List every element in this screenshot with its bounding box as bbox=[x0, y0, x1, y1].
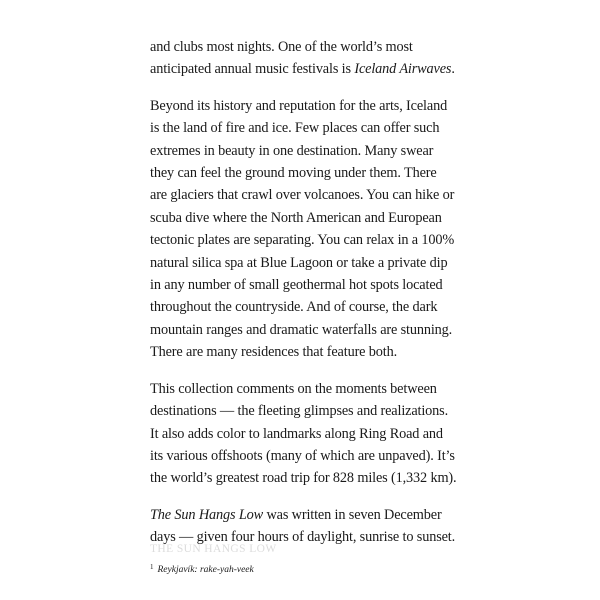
text-run: There are many residences that feature both. bbox=[150, 344, 398, 361]
text-run: scuba dive where the North American and European bbox=[150, 209, 442, 226]
paragraph bbox=[150, 378, 457, 490]
text-run: destinations — the fleeting glimpses and realizations. bbox=[150, 403, 449, 420]
text-line bbox=[150, 296, 440, 318]
text-run: tectonic plates are separating. You can relax in a 100% bbox=[150, 232, 455, 249]
italic-title: Iceland Airwaves bbox=[354, 61, 452, 78]
text-line bbox=[150, 445, 455, 467]
text-line bbox=[150, 229, 455, 251]
footnote bbox=[150, 563, 440, 575]
paragraph bbox=[150, 36, 455, 81]
text-run: days — given four hours of daylight, sunrise to sunset. bbox=[150, 529, 456, 546]
text-run: the world’s greatest road trip for 828 miles (1,332 km). bbox=[150, 470, 457, 487]
text-run: throughout the countryside. And of course, the dark bbox=[150, 299, 438, 316]
body-text bbox=[150, 36, 457, 549]
text-run: natural silica spa at Blue Lagoon or take a private dip bbox=[150, 254, 448, 271]
italic-title: The Sun Hangs Low bbox=[150, 506, 264, 523]
text-line bbox=[150, 400, 449, 422]
text-run: extremes in beauty in one destination. Many swear bbox=[150, 142, 434, 159]
text-line bbox=[150, 95, 448, 117]
text-line bbox=[150, 378, 440, 400]
text-line bbox=[150, 274, 443, 296]
text-run: are glaciers that crawl over volcanoes. You can hike or bbox=[150, 187, 455, 204]
text-line bbox=[150, 467, 457, 489]
text-run: its various offshoots (many of which are unpaved). It’s bbox=[150, 447, 455, 464]
text-line bbox=[150, 36, 440, 58]
text-line bbox=[150, 140, 440, 162]
text-run: is the land of fire and ice. Few places can offer such bbox=[150, 120, 440, 137]
text-line bbox=[150, 58, 455, 80]
text-run: This collection comments on the moments between bbox=[150, 380, 437, 397]
text-line bbox=[150, 207, 440, 229]
running-footer: THE SUN HANGS LOW bbox=[150, 543, 277, 555]
text-run: Beyond its history and reputation for the arts, Iceland bbox=[150, 97, 448, 114]
text-run: in any number of small geothermal hot spots located bbox=[150, 277, 443, 294]
text-line bbox=[150, 117, 440, 139]
text-line bbox=[150, 252, 448, 274]
paragraph bbox=[150, 504, 456, 549]
text-run: anticipated annual music festivals is bbox=[150, 61, 355, 78]
paragraph bbox=[150, 95, 455, 364]
text-line bbox=[150, 423, 443, 445]
footnote-marker: 1 bbox=[150, 562, 154, 571]
text-run: . bbox=[451, 61, 455, 78]
text-line bbox=[150, 341, 440, 363]
text-run: was written in seven December bbox=[263, 506, 442, 523]
text-line bbox=[150, 504, 440, 526]
page-body bbox=[150, 36, 457, 575]
text-run: and clubs most nights. One of the world’s most bbox=[150, 39, 413, 55]
text-run: It also adds color to landmarks along Ring Road and bbox=[150, 425, 443, 442]
text-line bbox=[150, 184, 455, 206]
text-run: they can feel the ground moving under them. There bbox=[150, 165, 437, 182]
text-line bbox=[150, 319, 453, 341]
text-run: mountain ranges and dramatic waterfalls are stunning. bbox=[150, 321, 453, 338]
text-line bbox=[150, 162, 440, 184]
footnote-text: Reykjavík: rake-yah-veek bbox=[157, 564, 254, 575]
